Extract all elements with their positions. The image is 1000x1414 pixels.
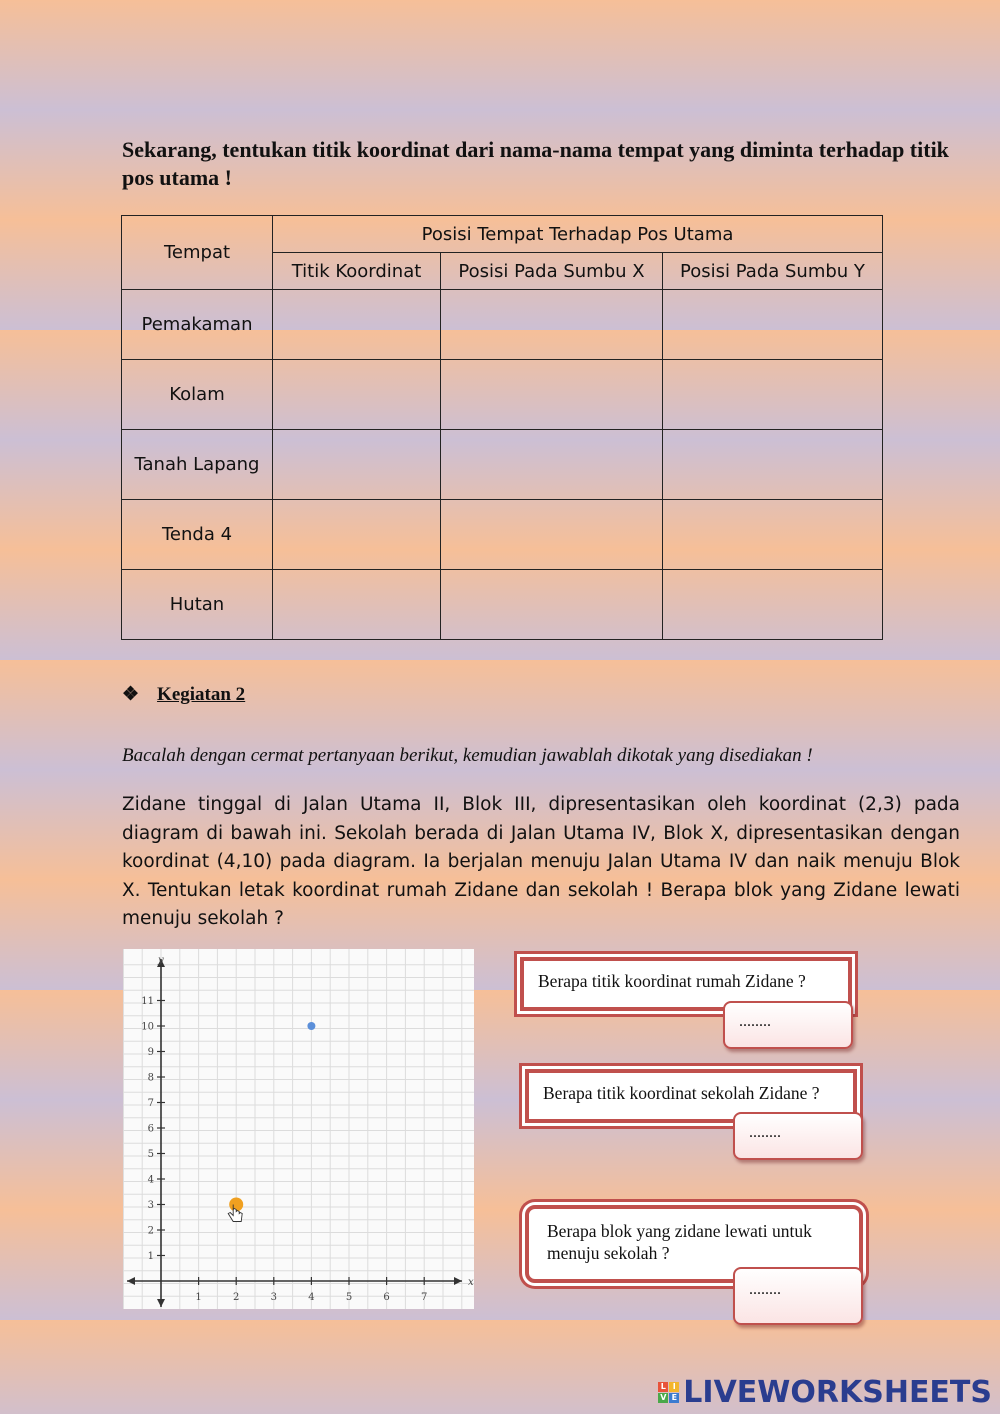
- answer-cell[interactable]: [663, 430, 883, 500]
- table-row: [122, 430, 883, 500]
- answer-cell[interactable]: [273, 570, 441, 640]
- x-tick-label: 3: [270, 1292, 277, 1303]
- logo-mark-letter: I: [669, 1382, 679, 1392]
- x-tick-label: 2: [233, 1292, 240, 1303]
- answer-placeholder: ........: [749, 1124, 781, 1141]
- row-label: Kolam: [122, 360, 273, 430]
- coordinate-grid: [123, 949, 474, 1309]
- answer-cell[interactable]: [273, 430, 441, 500]
- italic-instruction: Bacalah dengan cermat pertanyaan berikut, kemudian jawablah dikotak yang disediakan !: [122, 745, 813, 766]
- kegiatan-title: Kegiatan 2: [157, 684, 246, 705]
- answer-cell[interactable]: [663, 290, 883, 360]
- logo-mark-letter: V: [660, 1393, 667, 1402]
- answer-cell[interactable]: [441, 360, 663, 430]
- table-row: [122, 290, 883, 360]
- x-tick-label: 7: [421, 1292, 428, 1303]
- x-tick-label: 5: [345, 1292, 353, 1303]
- logo-mark-letter: E: [669, 1393, 679, 1403]
- coordinate-chart: [123, 949, 474, 1309]
- answer-cell[interactable]: [663, 570, 883, 640]
- y-tick-label: 3: [147, 1200, 154, 1211]
- y-tick-label: 7: [147, 1098, 154, 1109]
- y-tick-label: 10: [141, 1021, 154, 1033]
- row-label: Tanah Lapang: [122, 430, 273, 500]
- row-label: Tenda 4: [122, 500, 273, 570]
- table-row: [122, 570, 883, 640]
- y-tick-label: 5: [147, 1149, 154, 1160]
- data-point: [307, 1022, 315, 1030]
- answer-box-1[interactable]: [723, 1001, 853, 1049]
- y-tick-label: 6: [147, 1123, 154, 1135]
- question-text: Berapa blok yang zidane lewati untuk menuju sekolah ?: [547, 1221, 812, 1263]
- answer-cell[interactable]: [441, 430, 663, 500]
- answer-cell[interactable]: [273, 360, 441, 430]
- question-text: Berapa titik koordinat rumah Zidane ?: [538, 971, 806, 991]
- answer-placeholder: ........: [749, 1281, 781, 1298]
- logo-mark-icon: [658, 1382, 679, 1403]
- story-paragraph: Zidane tinggal di Jalan Utama II, Blok III, dipresentasikan oleh koordinat (2,3) pada diagram di bawah ini. Sekolah berada di Jalan Utama IV, Blok X, dipresentasikan dengan koordinat (4,10) pada diagram. Ia berjalan menuju Jalan Utama IV dan naik menuju Blok X. Tentukan letak koordinat rumah Zidane dan sekolah ! Berapa blok yang Zidane lewati menuju sekolah ?: [122, 794, 960, 929]
- answer-cell[interactable]: [663, 500, 883, 570]
- kegiatan-heading: [122, 683, 245, 706]
- logo-mark-letter: L: [658, 1382, 668, 1392]
- header-sumbu-y: Posisi Pada Sumbu Y: [663, 253, 883, 290]
- y-tick-label: 8: [147, 1072, 154, 1084]
- row-label: Pemakaman: [122, 290, 273, 360]
- header-tempat: Tempat: [122, 216, 273, 290]
- answer-cell[interactable]: [441, 290, 663, 360]
- y-tick-label: 1: [147, 1251, 154, 1262]
- y-tick-label: 2: [147, 1225, 154, 1237]
- answer-box-3[interactable]: [733, 1267, 863, 1325]
- header-titik-koordinat: Titik Koordinat: [273, 253, 441, 290]
- answer-cell[interactable]: [441, 570, 663, 640]
- answer-cell[interactable]: [273, 290, 441, 360]
- row-label: Hutan: [122, 570, 273, 640]
- y-axis-arrow-down-icon: [157, 1299, 165, 1307]
- liveworksheets-logo: [658, 1375, 992, 1410]
- header-posisi-group: Posisi Tempat Terhadap Pos Utama: [273, 216, 883, 253]
- x-tick-label: 6: [383, 1292, 390, 1303]
- y-tick-label: 4: [147, 1174, 154, 1186]
- instruction-heading: Sekarang, tentukan titik koordinat dari nama-nama tempat yang diminta terhadap titik pos utama !: [122, 137, 949, 190]
- answer-cell[interactable]: [273, 500, 441, 570]
- answer-box-2[interactable]: [733, 1112, 863, 1160]
- header-sumbu-x: Posisi Pada Sumbu X: [441, 253, 663, 290]
- position-table: [121, 215, 883, 640]
- x-tick-label: 1: [195, 1292, 202, 1303]
- y-axis-label: y: [158, 955, 164, 966]
- table-row: [122, 500, 883, 570]
- logo-text: LIVEWORKSHEETS: [683, 1375, 992, 1410]
- answer-placeholder: ........: [739, 1013, 771, 1030]
- x-axis-label: x: [468, 1277, 474, 1288]
- answer-cell[interactable]: [441, 500, 663, 570]
- y-tick-label: 9: [147, 1047, 154, 1058]
- diamond-bullet-icon: ❖: [122, 684, 140, 705]
- table-row: [122, 360, 883, 430]
- y-tick-label: 11: [141, 996, 154, 1007]
- answer-cell[interactable]: [663, 360, 883, 430]
- question-text: Berapa titik koordinat sekolah Zidane ?: [543, 1083, 820, 1103]
- x-tick-label: 4: [308, 1292, 315, 1303]
